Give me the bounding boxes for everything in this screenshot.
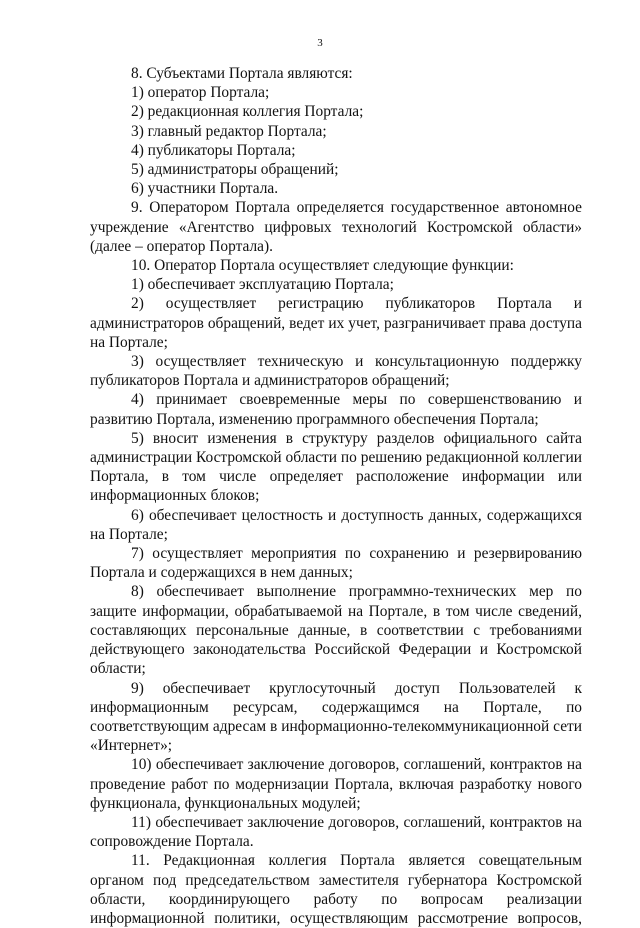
paragraph: 11. Редакционная коллегия Портала является совещательным органом под председательством заместителя губернатора Костромской области, координирующего работу по вопросам реализации информационной политики, осуществляющим рассмотрение вопросов, [90,852,582,927]
paragraph: 10. Оператор Портала осуществляет следующие функции: [131,257,514,275]
paragraph: 3) главный редактор Портала; [131,122,327,140]
paragraph: 9) обеспечивает круглосуточный доступ Пользователей к информационным ресурсам, содержащимся на Портале, по соответствующим адресам в информационно-телекоммуникационной сети «Интернет»; [90,679,582,755]
paragraph: 1) обеспечивает эксплуатацию Портала; [131,276,394,294]
paragraph: 6) участники Портала. [131,180,279,198]
paragraph: 6) обеспечивает целостность и доступность данных, содержащихся на Портале; [90,506,582,543]
document-body [90,64,582,928]
paragraph: 4) принимает своевременные меры по совершенствованию и развитию Портала, изменению программного обеспечения Портала; [90,391,582,428]
paragraph: 7) осуществляет мероприятия по сохранению и резервированию Портала и содержащихся в нем данных; [90,545,582,582]
paragraph: 4) публикаторы Портала; [131,141,296,159]
paragraph: 2) редакционная коллегия Портала; [131,103,364,121]
paragraph: 2) осуществляет регистрацию публикаторов Портала и администраторов обращений, ведет их учет, разграничивает права доступа на Портале; [90,295,582,351]
paragraph: 10) обеспечивает заключение договоров, соглашений, контрактов на проведение работ по модернизации Портала, включая разработку нового функционала, функциональных модулей; [90,756,582,812]
page-number: 3 [317,37,323,49]
paragraph: 5) администраторы обращений; [131,161,339,179]
paragraph: 11) обеспечивает заключение договоров, соглашений, контрактов на сопровождение Портала. [90,813,582,851]
paragraph: 9. Оператором Портала определяется государственное автономное учреждение «Агентство цифровых технологий Костромской области» (далее – оператор Портала). [90,199,582,255]
paragraph: 8. Субъектами Портала являются: [131,65,353,82]
paragraph: 5) вносит изменения в структуру разделов официального сайта администрации Костромской области по решению редакционной коллегии Портала, в том числе определяет расположение информации или информационных блоков; [90,429,582,505]
paragraph: 8) обеспечивает выполнение программно-технических мер по защите информации, обрабатываемой на Портале, в том числе сведений, составляющих персональные данные, в соответствии с требованиями действующего законодательства Российской Федерации и Костромской области; [90,583,582,678]
paragraph: 1) оператор Портала; [131,84,270,102]
paragraph: 3) осуществляет техническую и консультационную поддержку публикаторов Портала и администраторов обращений; [90,353,582,390]
